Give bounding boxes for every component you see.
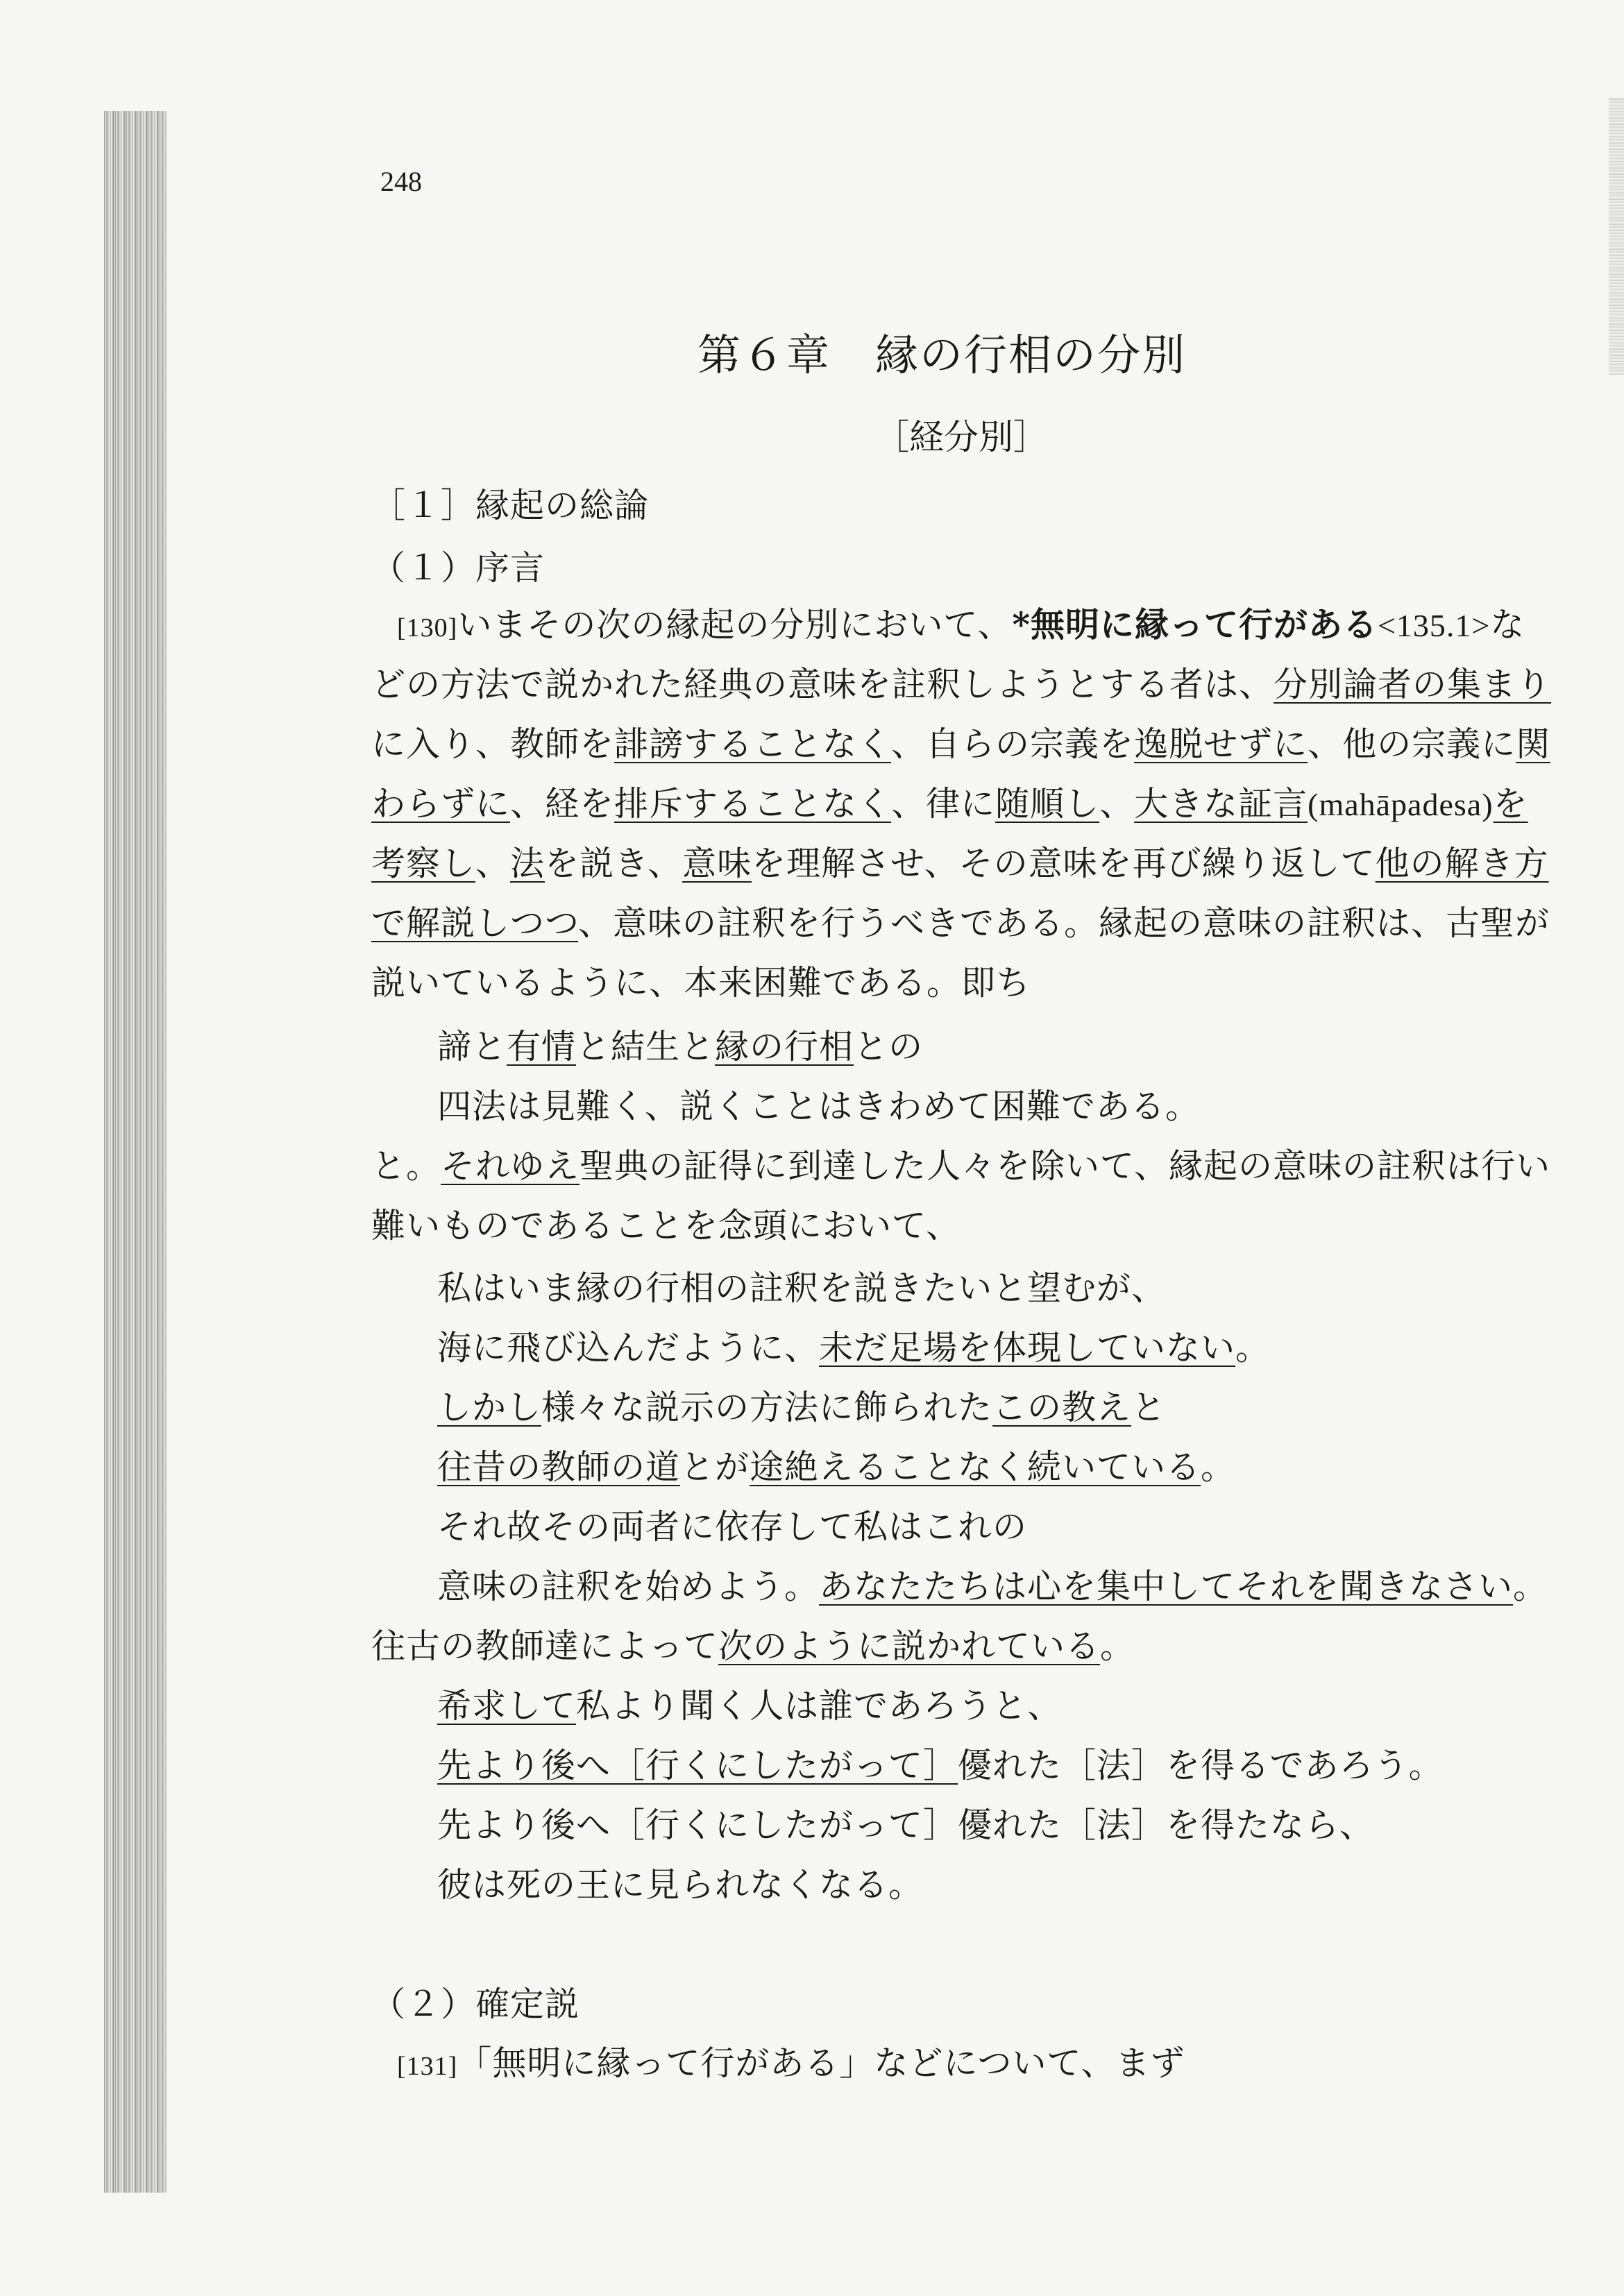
chapter-title: 第６章 縁の行相の分別	[697, 330, 1187, 380]
underlined-text: 分別論者の集まり	[1274, 665, 1552, 704]
underlined-text: で解説しつつ	[371, 903, 579, 943]
text-run: 、他の宗義に	[1308, 724, 1516, 764]
verse-line: それ故その両者に依存して私はこれの	[437, 1507, 1028, 1547]
text-run: 、意味の註釈を行うべきである。縁起の意味の註釈は、古聖が	[578, 903, 1550, 943]
text-run: 海に飛び込んだように、	[437, 1328, 820, 1368]
text-run: に入り、教師を	[371, 724, 615, 764]
text-run: 、	[475, 844, 511, 883]
underlined-text: 未だ足場を体現していない	[819, 1328, 1236, 1368]
paragraph-line	[371, 1139, 1550, 1188]
underlined-text: 逸脱せずに	[1134, 724, 1308, 764]
text-run: 往古の教師達によって	[371, 1626, 719, 1666]
scan-binding-edge	[104, 111, 167, 2193]
paragraph-line	[371, 717, 1550, 766]
text-run: 、自らの宗義を	[891, 724, 1135, 764]
verse-line	[437, 1440, 1235, 1489]
verse-line: 彼は死の王に見られなくなる。	[437, 1865, 924, 1905]
text-run: と結生と	[576, 1027, 716, 1066]
underlined-text: わらずに	[371, 784, 511, 824]
text-run: 様々な説示の方法に飾られた	[541, 1388, 993, 1427]
text-run: と。	[371, 1146, 441, 1186]
paragraph-ref: [131]	[397, 2052, 458, 2081]
paragraph-line	[371, 837, 1549, 885]
scan-right-edge	[1609, 97, 1624, 375]
underlined-text: 大きな証言	[1134, 784, 1308, 824]
paragraph-line	[371, 658, 1551, 706]
underlined-text: 希求して	[437, 1686, 577, 1726]
text-run: とが	[680, 1447, 750, 1487]
chapter-subtitle: ［経分別］	[874, 417, 1048, 457]
text-run: な	[1490, 605, 1525, 645]
paragraph-line	[371, 896, 1550, 945]
pali-term: (mahāpadesa)	[1308, 787, 1494, 822]
underlined-text: 考察し	[371, 844, 476, 883]
text-run: と	[1131, 1388, 1167, 1427]
underlined-text: 次のように説かれている	[718, 1626, 1101, 1666]
page-number: 248	[380, 166, 422, 197]
paragraph-line: 説いているように、本来困難である。即ち	[371, 963, 1031, 1003]
text-run: 私より聞く人は誰であろうと、	[576, 1686, 1063, 1726]
cross-ref: <135.1>	[1377, 608, 1491, 643]
paragraph-line	[371, 777, 1528, 826]
underlined-text: 誹謗することなく	[614, 724, 892, 764]
text-run: 。	[1201, 1447, 1236, 1487]
underlined-text: 往昔の教師の道	[437, 1447, 681, 1487]
underlined-text: 途絶えることなく続いている	[750, 1447, 1201, 1487]
verse-line: 私はいま縁の行相の註釈を説きたいと望むが、	[437, 1268, 1167, 1308]
text-run: 、律に	[891, 784, 996, 824]
underlined-text: この教え	[992, 1388, 1132, 1427]
underlined-text: 排斥することなく	[614, 784, 892, 824]
underlined-text: 有情	[507, 1027, 577, 1066]
underlined-text: を	[1493, 784, 1528, 824]
paragraph-line	[397, 2036, 1185, 2085]
verse-line	[437, 1020, 923, 1069]
subsection-heading: （１）序言	[371, 548, 545, 588]
verse-line	[437, 1679, 1062, 1728]
text-run: 。	[1513, 1567, 1548, 1606]
verse-line: 先より後へ［行くにしたがって］優れた［法］を得たなら、	[437, 1805, 1375, 1845]
subsection-heading: （２）確定説	[371, 1984, 580, 2024]
underlined-text: 随順し	[995, 784, 1100, 824]
underlined-text: 先より後へ［行くにしたがって］	[437, 1746, 958, 1785]
text-run: 、経を	[510, 784, 615, 824]
text-run: 聖典の証得に到達した人々を除いて、縁起の意味の註釈は行い	[580, 1146, 1551, 1186]
text-run: 優れた［法］を得るであろう。	[958, 1746, 1444, 1785]
underlined-text: 縁の行相	[715, 1027, 854, 1066]
paragraph-ref: [130]	[397, 613, 458, 643]
text-run: を説き、	[545, 844, 683, 883]
underlined-text: 意味	[682, 844, 752, 883]
underlined-text: 法	[510, 844, 545, 883]
paragraph-line	[371, 1619, 1135, 1668]
verse-line	[437, 1381, 1166, 1429]
verse-line	[437, 1739, 1444, 1787]
text-run: 「無明に縁って行がある」などについて、まず	[457, 2043, 1185, 2083]
paragraph-line	[397, 598, 1525, 647]
underlined-text: 関	[1516, 724, 1551, 764]
text-run: 。	[1235, 1328, 1271, 1368]
text-run: 意味の註釈を始めよう。	[437, 1567, 820, 1606]
text-run: 。	[1100, 1626, 1135, 1666]
verse-line: 四法は見難く、説くことはきわめて困難である。	[437, 1087, 1201, 1126]
paragraph-line: 難いものであることを念頭において、	[371, 1206, 961, 1245]
verse-line	[437, 1321, 1270, 1370]
text-run: 諦と	[437, 1027, 507, 1066]
bold-text: *無明に縁って行がある	[1012, 604, 1378, 645]
text-run: との	[854, 1027, 924, 1066]
text-run: いまその次の縁起の分別において、	[457, 605, 1013, 645]
underlined-text: 他の解き方	[1375, 844, 1549, 883]
section-heading: ［１］縁起の総論	[371, 486, 650, 525]
underlined-text: しかし	[437, 1388, 542, 1427]
underlined-text: あなたたちは心を集中してそれを聞きなさい	[819, 1567, 1514, 1606]
underlined-text: それゆえ	[441, 1146, 580, 1186]
text-run: どの方法で説かれた経典の意味を註釈しようとする者は、	[371, 665, 1274, 704]
verse-line	[437, 1560, 1548, 1608]
text-run: 、	[1099, 784, 1135, 824]
text-run: を理解させ、その意味を再び繰り返して	[752, 844, 1376, 883]
